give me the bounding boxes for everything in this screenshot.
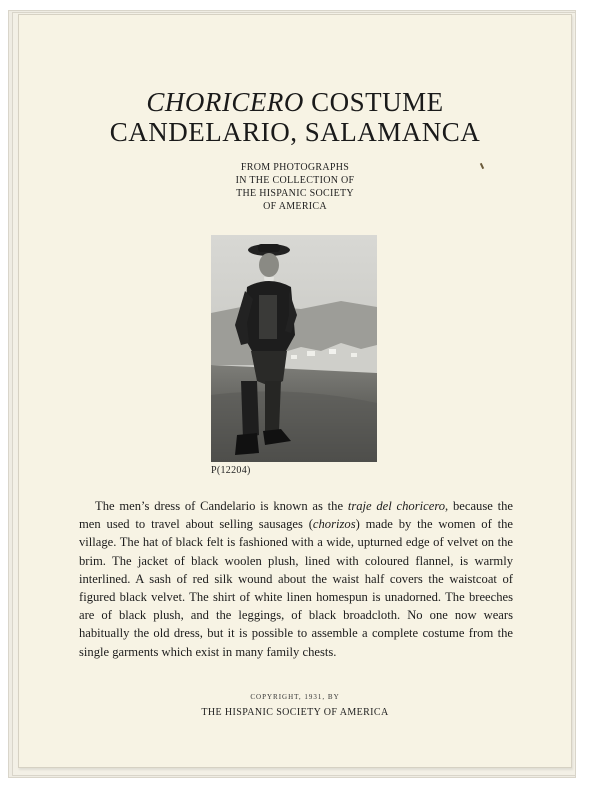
photograph-illustration [211, 235, 377, 462]
title-italic-word: CHORICERO [146, 87, 304, 117]
document-page [18, 14, 572, 768]
title-line-1 [19, 87, 571, 117]
subtitle-line: OF AMERICA [263, 201, 327, 212]
costume-photograph [211, 235, 377, 462]
description-paragraph [79, 497, 513, 661]
subtitle-line: THE HISPANIC SOCIETY [236, 188, 354, 199]
italic-term: chorizos [312, 517, 356, 532]
italic-term: traje del choricero [347, 499, 446, 513]
title-line-1-rest: COSTUME [303, 87, 444, 117]
subtitle [19, 161, 571, 213]
subtitle-line: FROM PHOTOGRAPHS [240, 162, 350, 173]
text-run: ) made by the women of the village. The hat of black felt is fashioned with a wide, upturned edge of velvet on the brim. The jacket of black woolen plush, lined with coloured flannel, is warmly interlined. A sash of red silk wound about the waist half covers the waistcoat of figured black velvet. The shirt of white linen homespun is unadorned. The breeches are of black plush, and the leggings, of black broadcloth. No one now wears habitually the old dress, but it is possible to assemble a complete costume from the single garments which exist in many family chests. [79, 517, 513, 659]
text-run: The men’s dress of Candelario is known as the [95, 499, 348, 513]
description-text [79, 497, 513, 661]
subtitle-line: IN THE COLLECTION OF [235, 175, 355, 186]
publisher-name: THE HISPANIC SOCIETY OF AMERICA [201, 707, 389, 718]
title-line-2: CANDELARIO, SALAMANCA [109, 117, 481, 147]
text-run: , because the men used to travel about selling sausages ( [79, 499, 513, 532]
page-title [19, 87, 571, 147]
copyright-line: COPYRIGHT, 1931, BY [250, 693, 340, 701]
photo-caption: P(12204) [211, 465, 251, 476]
